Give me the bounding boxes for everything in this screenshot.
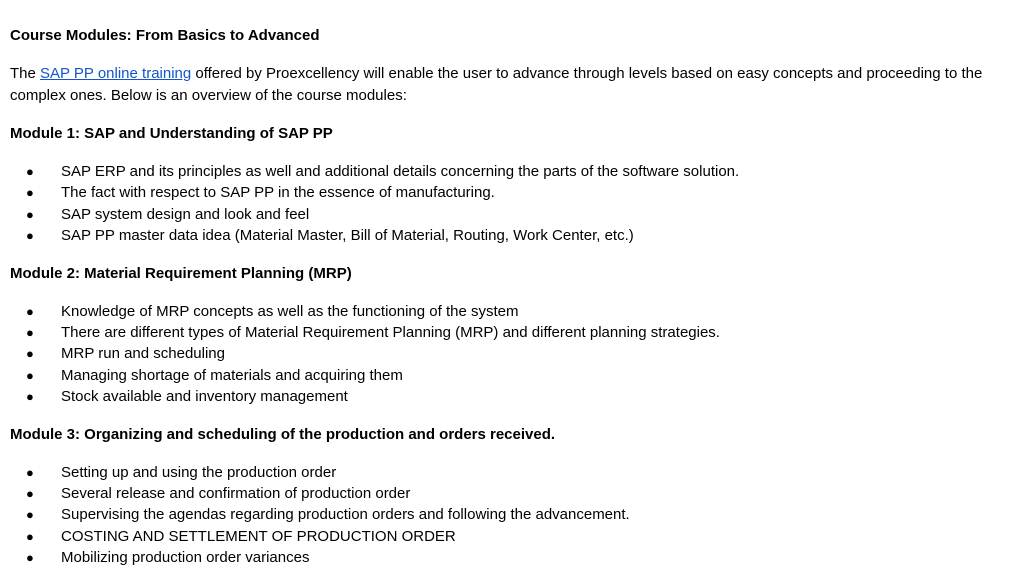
list-item-text: Setting up and using the production order xyxy=(61,463,337,481)
bullet-icon: ● xyxy=(26,164,34,179)
list-item-text: There are different types of Material Requirement Planning (MRP) and different planning strategies. xyxy=(61,323,720,341)
module-3-title: Module 3: Organizing and scheduling of the production and orders received. xyxy=(10,425,556,443)
intro-text-after: offered by Proexcellency will enable the user to advance through levels based on easy concepts and proceeding to the complex ones. Below is an overview of the course modules: xyxy=(10,65,983,104)
sap-pp-training-link[interactable]: SAP PP online training xyxy=(40,65,192,82)
list-item xyxy=(10,547,1014,568)
list-item xyxy=(10,504,1014,525)
bullet-icon: ● xyxy=(26,485,34,501)
list-item xyxy=(10,386,1014,407)
list-item-text: Knowledge of MRP concepts as well as the functioning of the system xyxy=(61,302,519,320)
list-item xyxy=(10,365,1014,386)
list-item-text: COSTING AND SETTLEMENT OF PRODUCTION ORDER xyxy=(61,527,456,545)
list-item xyxy=(10,204,1014,225)
bullet-icon: ● xyxy=(26,550,34,566)
list-item xyxy=(10,161,1014,182)
list-item-text: SAP system design and look and feel xyxy=(61,205,310,223)
bullet-icon: ● xyxy=(26,528,34,544)
module-2-title: Module 2: Material Requirement Planning (MRP) xyxy=(10,264,352,282)
document-heading: Course Modules: From Basics to Advanced xyxy=(10,27,320,44)
list-item xyxy=(10,182,1014,203)
bullet-icon: ● xyxy=(26,389,34,405)
list-item-text: Supervising the agendas regarding production orders and following the advancement. xyxy=(61,506,630,524)
list-item xyxy=(10,322,1014,343)
list-item xyxy=(10,462,1014,483)
bullet-icon: ● xyxy=(26,324,34,340)
bullet-icon: ● xyxy=(26,507,34,523)
module-1-list xyxy=(10,161,1014,247)
bullet-icon: ● xyxy=(26,303,34,319)
list-item xyxy=(10,301,1014,322)
list-item-text: Stock available and inventory management xyxy=(61,388,348,406)
module-2-list xyxy=(10,301,1014,408)
bullet-icon: ● xyxy=(26,367,34,383)
bullet-icon: ● xyxy=(26,464,34,480)
list-item xyxy=(10,225,1014,246)
list-item-text: SAP ERP and its principles as well and additional details concerning the parts of the software solution. xyxy=(61,163,740,180)
list-item xyxy=(10,483,1014,504)
bullet-icon: ● xyxy=(26,206,34,222)
intro-paragraph xyxy=(10,63,1014,107)
list-item xyxy=(10,343,1014,364)
bullet-icon: ● xyxy=(26,346,34,362)
module-3-list xyxy=(10,462,1014,569)
intro-text-before: The xyxy=(10,65,41,82)
module-1-title: Module 1: SAP and Understanding of SAP PP xyxy=(10,125,333,142)
list-item-text: Mobilizing production order variances xyxy=(61,549,310,567)
list-item xyxy=(10,526,1014,547)
list-item-text: Managing shortage of materials and acquiring them xyxy=(61,366,403,384)
list-item-text: The fact with respect to SAP PP in the essence of manufacturing. xyxy=(61,184,495,202)
list-item-text: Several release and confirmation of production order xyxy=(61,484,411,502)
bullet-icon: ● xyxy=(26,228,34,244)
bullet-icon: ● xyxy=(26,185,34,201)
list-item-text: MRP run and scheduling xyxy=(61,345,225,363)
list-item-text: SAP PP master data idea (Material Master, Bill of Material, Routing, Work Center, etc.) xyxy=(61,227,634,245)
